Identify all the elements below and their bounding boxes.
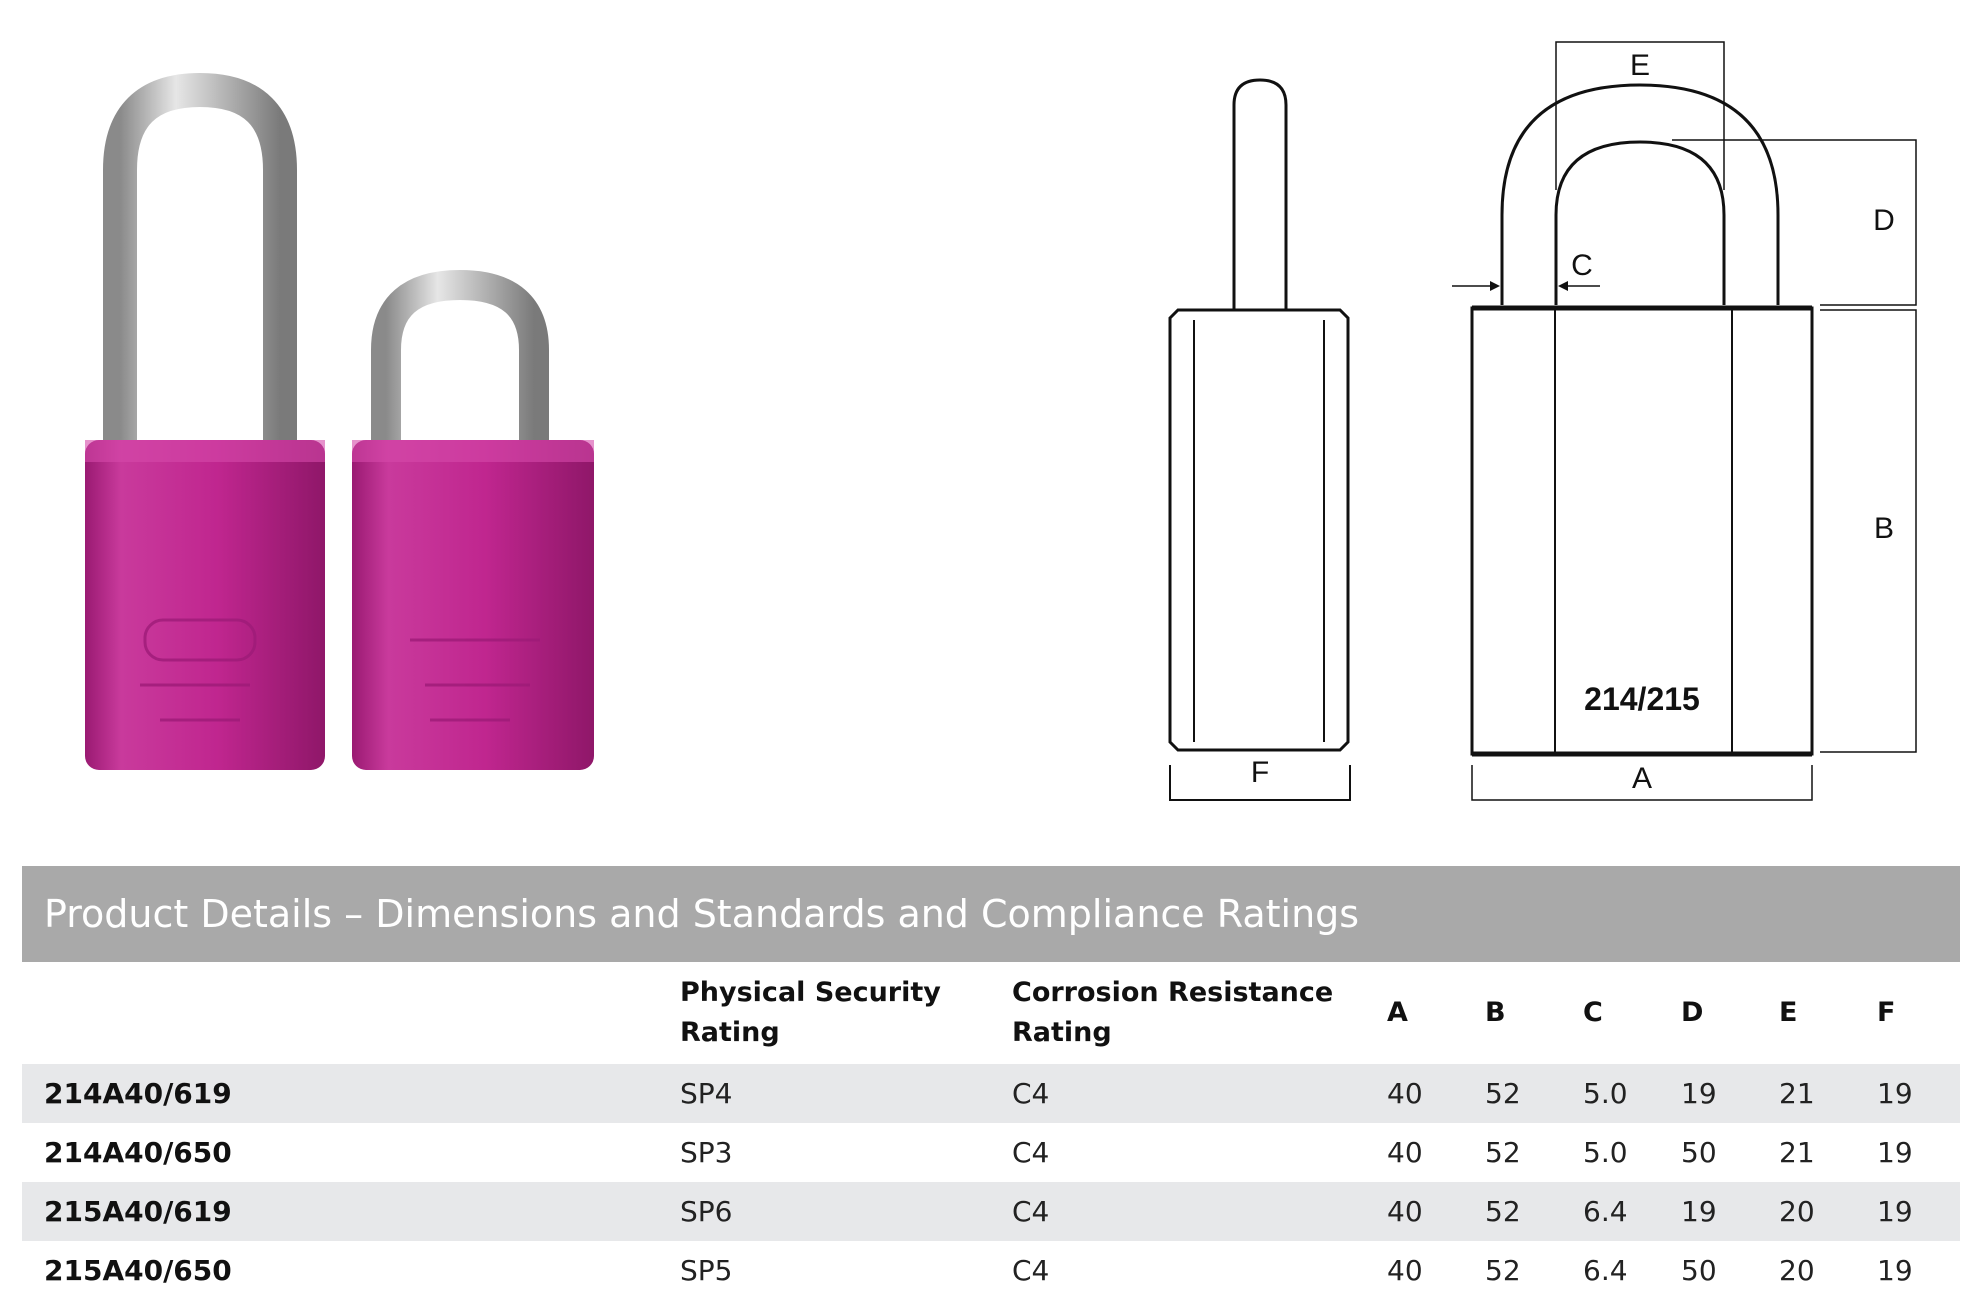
cell-crr: C4 — [1012, 1064, 1387, 1123]
padlock-short-shackle — [352, 285, 594, 770]
cell-b: 52 — [1485, 1182, 1583, 1241]
model-number-label: 214/215 — [1584, 681, 1700, 717]
cell-d: 19 — [1681, 1182, 1779, 1241]
cell-model: 214A40/619 — [22, 1064, 680, 1123]
cell-f: 19 — [1877, 1136, 1913, 1169]
cell-a: 40 — [1387, 1254, 1423, 1287]
cell-f: 19 — [1877, 1182, 1960, 1241]
cell-model: 215A40/650 — [44, 1254, 232, 1287]
cell-crr: C4 — [1012, 1136, 1050, 1169]
cell-psr: SP5 — [680, 1254, 733, 1287]
cell-a: 40 — [1387, 1136, 1423, 1169]
cell-f: 19 — [1877, 1064, 1960, 1123]
table-row — [22, 1241, 1960, 1300]
cell-psr: SP6 — [680, 1182, 1012, 1241]
cell-psr: SP3 — [680, 1136, 733, 1169]
cell-c: 5.0 — [1583, 1136, 1628, 1169]
long-shackle — [120, 90, 280, 440]
cell-psr: SP4 — [680, 1064, 1012, 1123]
cell-e: 20 — [1779, 1254, 1815, 1287]
cell-d: 50 — [1681, 1254, 1717, 1287]
dimension-d-label: D — [1873, 204, 1895, 237]
header-e: E — [1779, 997, 1798, 1028]
short-shackle — [386, 285, 534, 440]
table-row — [22, 1123, 1960, 1182]
cell-d: 50 — [1681, 1136, 1717, 1169]
cell-model: 215A40/619 — [22, 1182, 680, 1241]
side-shackle — [1234, 80, 1286, 310]
cell-c: 5.0 — [1583, 1064, 1681, 1123]
header-model — [22, 962, 680, 1064]
dimension-b-label: B — [1873, 512, 1895, 545]
dimension-a-label: A — [1631, 762, 1653, 795]
cell-d: 19 — [1681, 1064, 1779, 1123]
header-physical-security-rating: Physical Security Rating — [680, 977, 941, 1048]
cell-crr: C4 — [1012, 1182, 1387, 1241]
cell-c: 6.4 — [1583, 1254, 1628, 1287]
cell-b: 52 — [1485, 1254, 1521, 1287]
padlock-long-shackle — [85, 90, 325, 770]
cell-e: 21 — [1779, 1064, 1877, 1123]
header-d: D — [1681, 997, 1704, 1028]
header-corrosion-resistance-rating: Corrosion Resistance Rating — [1012, 977, 1334, 1048]
cell-a: 40 — [1387, 1064, 1485, 1123]
front-view — [1472, 85, 1812, 754]
dimension-b-line — [1820, 310, 1916, 752]
cell-model: 214A40/650 — [44, 1136, 232, 1169]
table-row — [22, 1064, 1960, 1123]
side-body — [1170, 310, 1348, 750]
cell-c: 6.4 — [1583, 1182, 1681, 1241]
dimension-f-label: F — [1250, 756, 1270, 789]
table-title-bar — [22, 866, 1960, 962]
header-c: C — [1583, 997, 1603, 1028]
cell-e: 21 — [1779, 1136, 1815, 1169]
cell-a: 40 — [1387, 1182, 1485, 1241]
side-view — [1170, 80, 1350, 800]
cell-f: 19 — [1877, 1254, 1913, 1287]
header-a: A — [1387, 997, 1408, 1028]
cell-crr: C4 — [1012, 1254, 1050, 1287]
table-header-row — [22, 962, 1960, 1064]
dimension-diagram — [1160, 30, 1950, 830]
table-title: Product Details – Dimensions and Standards and Compliance Ratings — [44, 892, 1360, 936]
front-shackle-outer — [1502, 85, 1778, 305]
padlocks-product-photo — [40, 60, 660, 800]
dimension-c-label: C — [1571, 249, 1593, 282]
table-row — [22, 1182, 1960, 1241]
cell-b: 52 — [1485, 1136, 1521, 1169]
header-f: F — [1877, 997, 1896, 1028]
header-b: B — [1485, 997, 1506, 1028]
cell-b: 52 — [1485, 1064, 1583, 1123]
product-details-table — [22, 962, 1960, 1300]
dimension-e-label: E — [1629, 49, 1651, 82]
cell-e: 20 — [1779, 1182, 1877, 1241]
